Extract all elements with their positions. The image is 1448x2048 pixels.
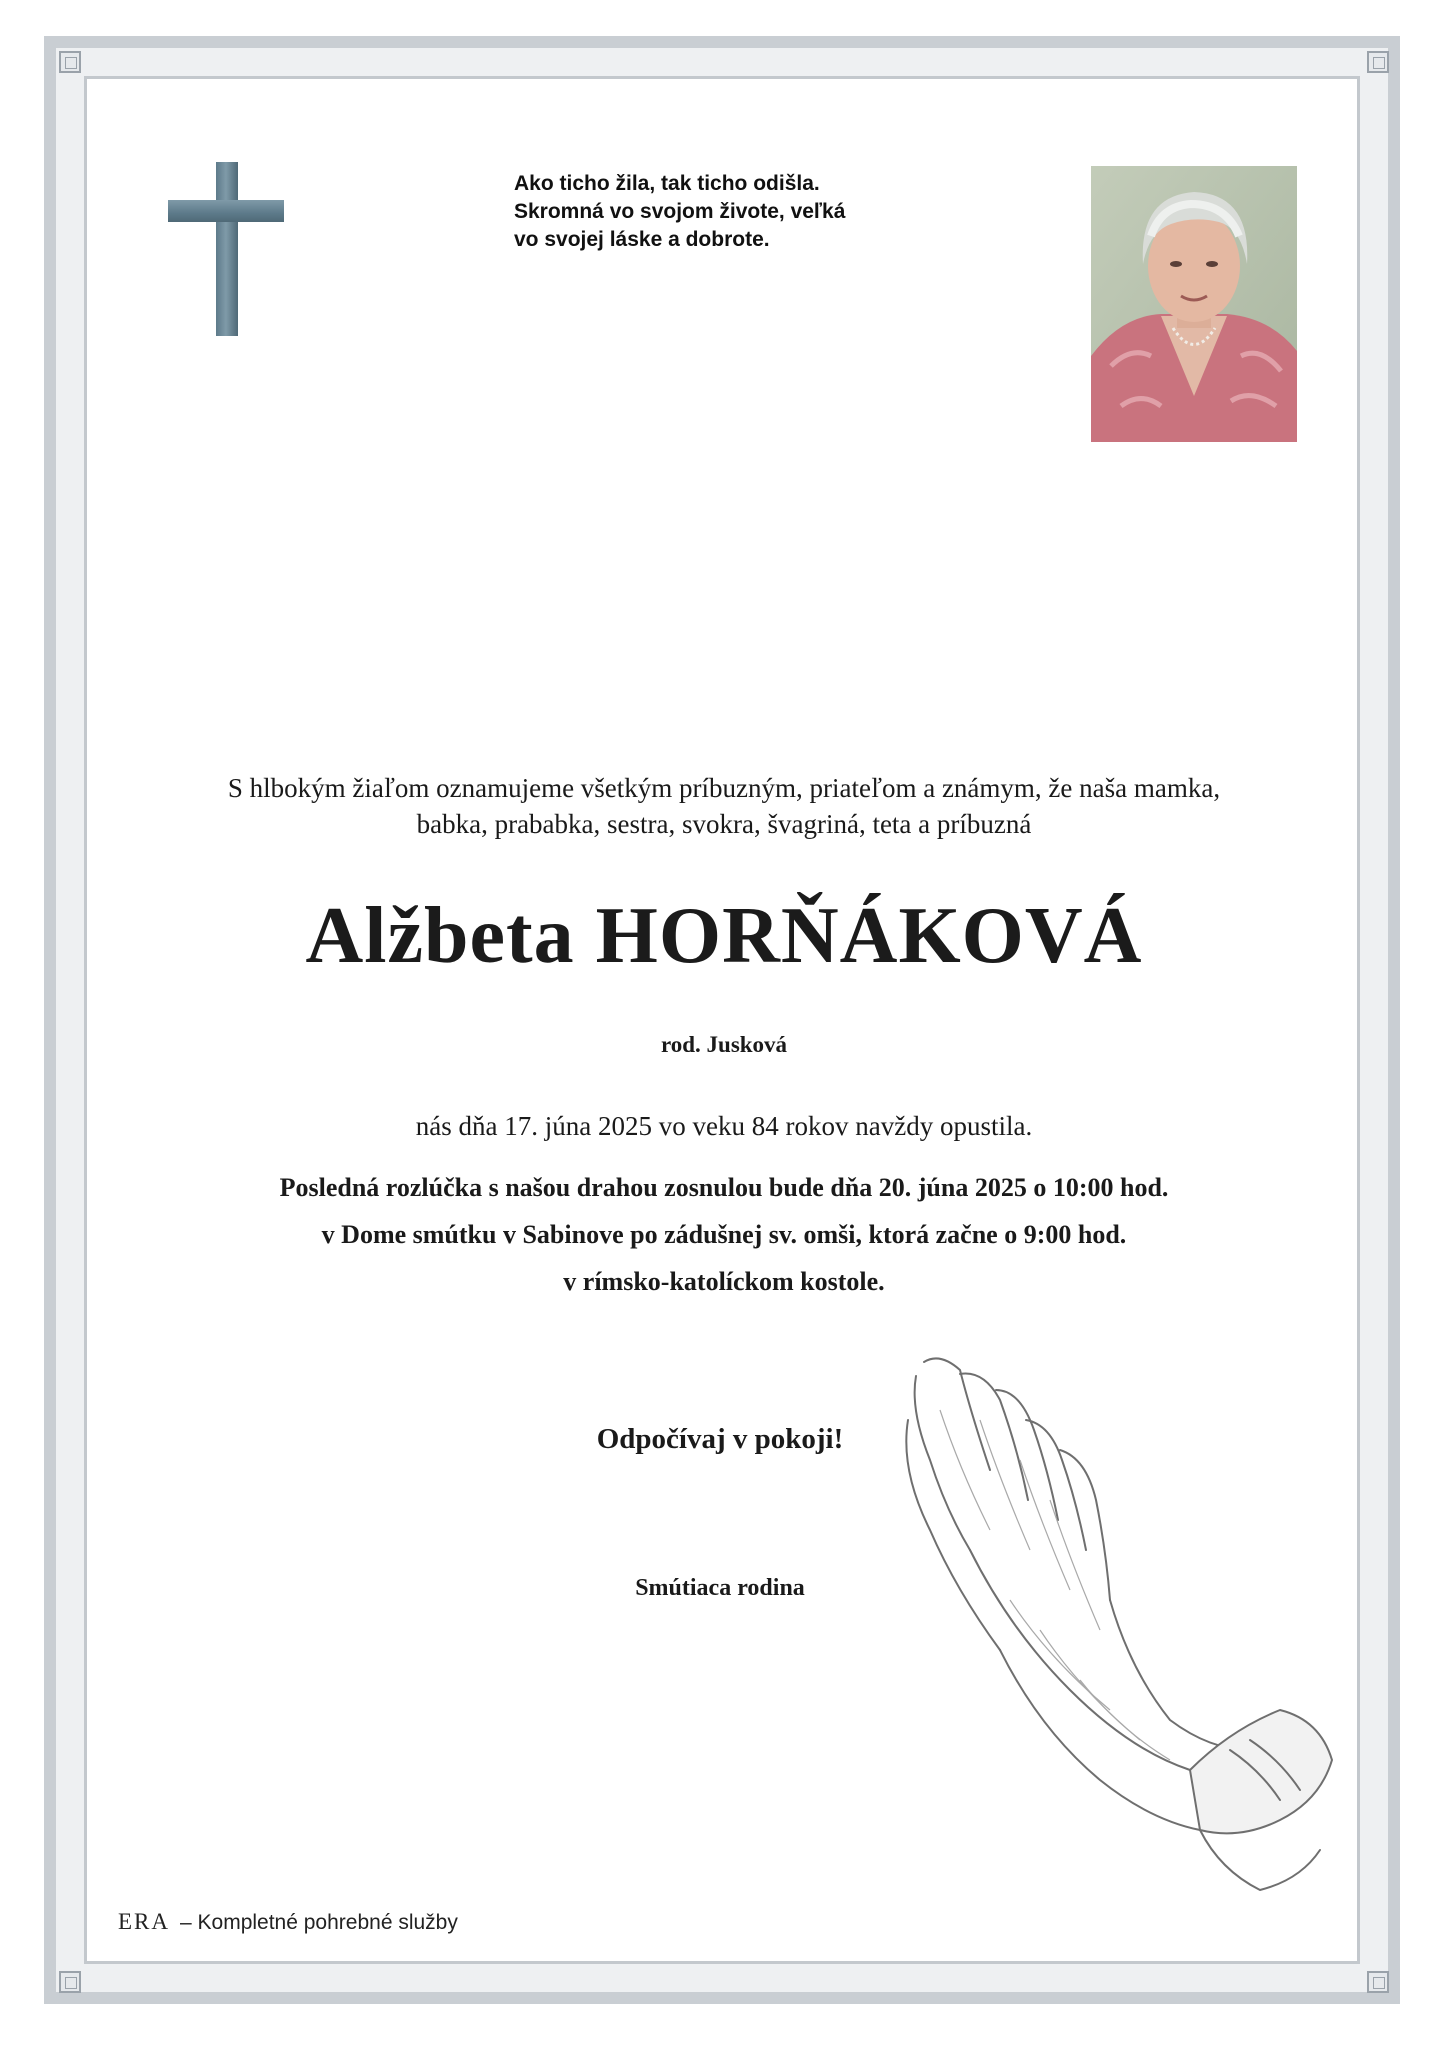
cross-icon [168,162,284,336]
funeral-line: v Dome smútku v Sabinove po zádušnej sv. omši, ktorá začne o 9:00 hod. [321,1220,1127,1249]
motto-line: vo svojej láske a dobrote. [514,228,770,251]
motto-line: Skromná vo svojom živote, veľká [514,200,846,223]
corner-ornament [1367,51,1389,73]
motto-verse [514,170,934,254]
deceased-name: Alžbeta HORŇÁKOVÁ [305,892,1143,980]
praying-hands-illustration [900,1350,1340,1910]
footer-credit [118,1906,458,1938]
maiden-name: rod. Jusková [660,1032,788,1057]
funeral-details [120,1164,1328,1305]
portrait-photo [1091,166,1297,442]
farewell-text: Odpočívaj v pokoji! [596,1423,844,1455]
signature-text: Smútiaca rodina [635,1575,805,1601]
announcement-line: babka, prababka, sestra, svokra, švagriná, teta a príbuzná [416,809,1032,839]
corner-ornament [1367,1971,1389,1993]
funeral-line: v rímsko-katolíckom kostole. [563,1267,885,1296]
era-logo: ERA [118,1909,170,1934]
death-notice: nás dňa 17. júna 2025 vo veku 84 rokov navždy opustila. [415,1111,1033,1141]
corner-ornament [59,51,81,73]
funeral-line: Posledná rozlúčka s našou drahou zosnulou bude dňa 20. júna 2025 o 10:00 hod. [279,1173,1169,1202]
motto-line: Ako ticho žila, tak ticho odišla. [514,172,820,195]
footer-text: – Kompletné pohrebné služby [180,1911,458,1934]
announcement-text [120,770,1328,842]
announcement-line: S hlbokým žiaľom oznamujeme všetkým príbuzným, priateľom a známym, že naša mamka, [227,773,1221,803]
corner-ornament [59,1971,81,1993]
